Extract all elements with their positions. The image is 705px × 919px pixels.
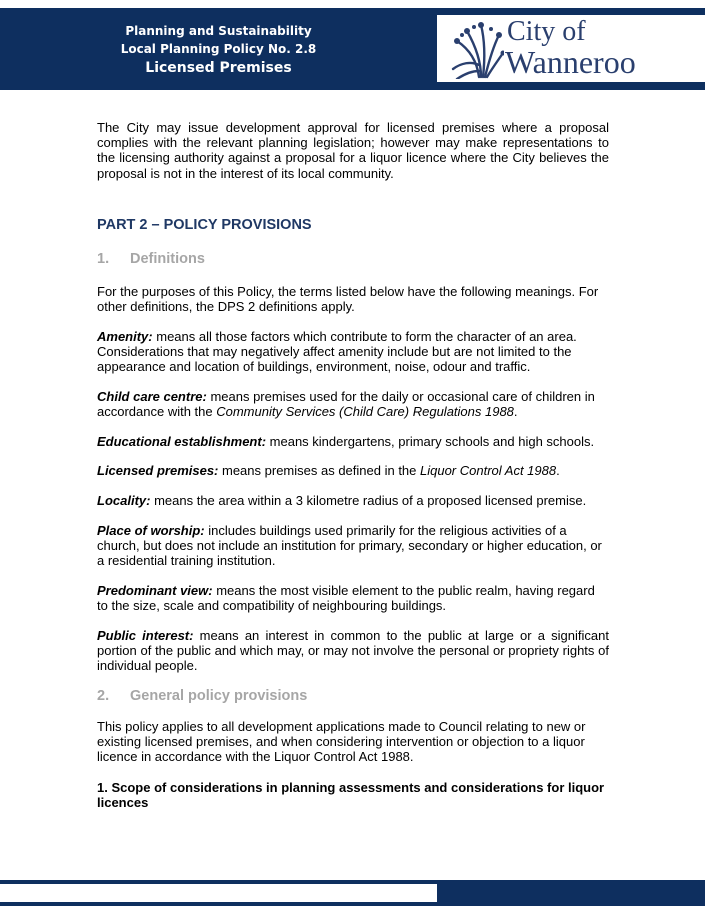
definition-reference: Liquor Control Act 1988 (420, 463, 557, 478)
logo-text-city-of: City of (507, 16, 586, 47)
definition-text: means all those factors which contribute to form the character of an area. Considerations that may negatively affect amenity include but are not limited to the appearance and location of buildings, environment, noise, odour and traffic. (97, 329, 577, 375)
definition-term: Public interest: (97, 628, 194, 643)
city-logo (437, 15, 705, 82)
section-heading-definitions (97, 251, 205, 267)
intro-paragraph: The City may issue development approval for licensed premises where a proposal complies with the relevant planning legislation; however may make representations to the licensing authority against a proposal for a liquor licence where the City believes the proposal is not in the interest of its local community. (97, 120, 609, 181)
definition-reference: Community Services (Child Care) Regulations 1988 (216, 404, 514, 420)
definition-end: . (556, 463, 560, 478)
definition-term: Amenity: (97, 329, 153, 344)
scope-subheading: 1. Scope of considerations in planning assessments and considerations for liquor licences (97, 780, 605, 811)
definition-text: includes buildings used primarily for the religious activities of a church, but does not include an institution for primary, secondary or higher education, or a residential training institution. (97, 523, 602, 569)
definition-public-interest (97, 628, 609, 674)
general-policy-paragraph: This policy applies to all development applications made to Council relating to new or existing licensed premises, and when considering intervention or objection to a liquor licence in accordance with the Liquor Control Act 1988. (97, 719, 586, 765)
definition-text: means kindergartens, primary schools and high schools. (266, 434, 595, 449)
definition-text: means premises used for the daily or occasional care of children in accordance with the (97, 389, 595, 420)
definition-licensed-premises (97, 463, 609, 478)
header-department: Planning and Sustainability (125, 24, 312, 38)
definition-term: Licensed premises: (97, 463, 219, 478)
definition-term: Place of worship: (97, 523, 205, 538)
definition-term: Educational establishment: (97, 434, 267, 449)
definition-end: . (513, 404, 518, 420)
definition-text: means premises as defined in the (218, 463, 420, 478)
section-title: Definitions (130, 251, 205, 267)
footer-white-strip (0, 884, 437, 902)
definition-text: means the most visible element to the public realm, having regard to the size, scale and compatibility of neighbouring buildings. (97, 583, 595, 614)
section-number: 2. (97, 688, 110, 704)
definition-educational-establishment (97, 434, 609, 449)
logo-text-wanneroo: Wanneroo (505, 44, 636, 80)
definitions-intro: For the purposes of this Policy, the terms listed below have the following meanings. For other definitions, the DPS 2 definitions apply. (97, 284, 599, 315)
definition-place-of-worship (97, 523, 609, 569)
header-policy-number: Local Planning Policy No. 2.8 (120, 42, 317, 56)
definition-locality (97, 493, 609, 508)
definition-child-care-centre (97, 389, 609, 419)
definition-text: means the area within a 3 kilometre radius of a proposed licensed premise. (150, 493, 587, 508)
part-heading: PART 2 – POLICY PROVISIONS (97, 217, 312, 233)
definition-amenity (97, 329, 609, 375)
definition-term: Locality: (97, 493, 151, 508)
definition-term: Child care centre: (97, 389, 207, 404)
definition-predominant-view (97, 583, 609, 613)
section-title: General policy provisions (130, 688, 308, 704)
definition-term: Predominant view: (97, 583, 213, 598)
section-heading-general-policy (97, 688, 307, 704)
definition-text: means an interest in common to the public at large or a significant portion of the public and which may, or may not involve the personal or propriety rights of individual people. (97, 628, 609, 674)
grass-tree-logo-icon (449, 21, 504, 79)
header-policy-title: Licensed Premises (145, 60, 292, 76)
section-number: 1. (97, 251, 110, 267)
